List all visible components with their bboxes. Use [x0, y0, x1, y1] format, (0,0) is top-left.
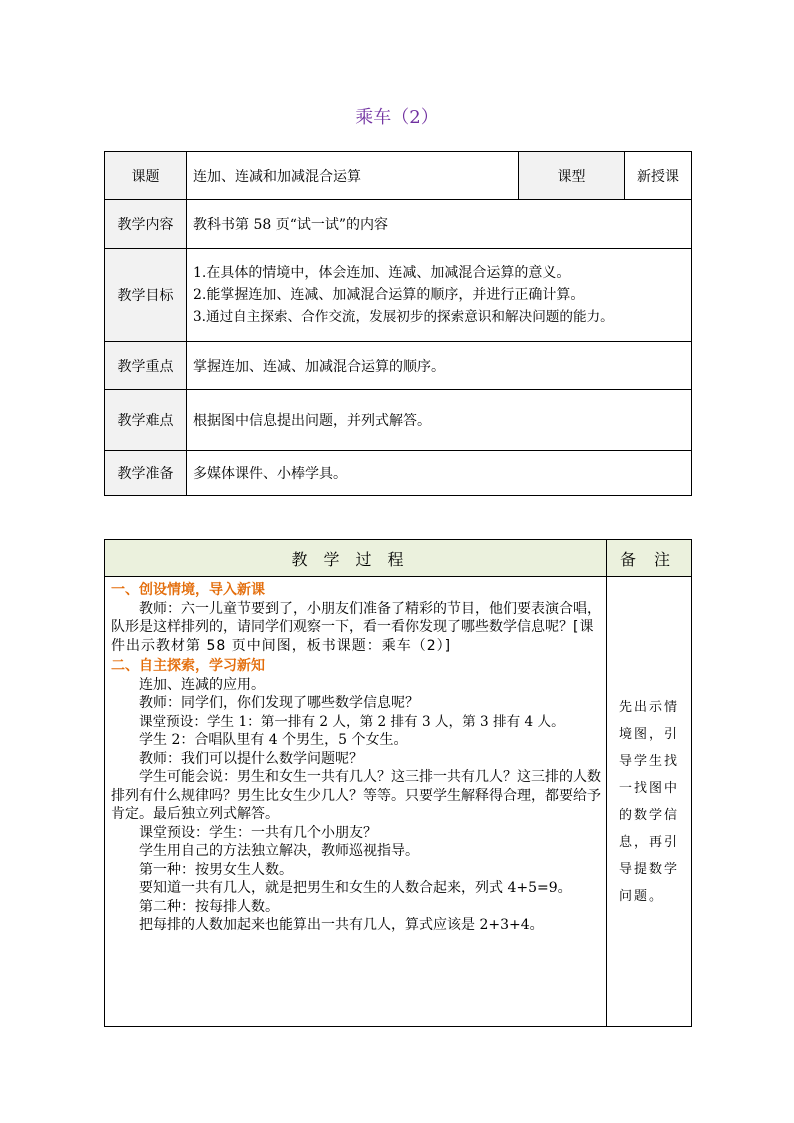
prep-label: 教学准备	[105, 451, 187, 496]
paragraph: 学生用自己的方法独立解决，教师巡视指导。	[139, 843, 419, 859]
process-body-row	[105, 577, 692, 1027]
difficulty-label: 教学难点	[105, 390, 187, 451]
type-label: 课型	[519, 152, 625, 200]
content-row	[105, 200, 692, 249]
paragraph: 课堂预设：学生：一共有几个小朋友？	[139, 824, 377, 841]
content-value: 教科书第 58 页“试一试”的内容	[187, 200, 692, 249]
prep-row	[105, 451, 692, 496]
content-label: 教学内容	[105, 200, 187, 249]
process-header-row	[105, 540, 692, 577]
goals-list	[187, 249, 692, 342]
goals-row	[105, 249, 692, 342]
page-title: 乘车（2）	[355, 107, 439, 128]
process-content	[105, 577, 607, 1027]
goal-item: 2.能掌握连加、连减、加减混合运算的顺序，并进行正确计算。	[193, 287, 585, 303]
paragraph: 学生可能会说：男生和女生一共有几人？这三排一共有几人？这三排的人数排列有什么规律吗？男生比女生少几人？等等。只要学生解释得合理，都要给予肯定。最后独立列式解答。	[111, 769, 601, 822]
paragraph: 连加、连减的应用。	[139, 676, 265, 693]
section-title: 一、创设情境，导入新课	[111, 582, 265, 598]
type-value: 新授课	[625, 152, 692, 200]
key-point-value: 掌握连加、连减、加减混合运算的顺序。	[187, 342, 692, 390]
goals-label: 教学目标	[105, 249, 187, 342]
section-title: 二、自主探索，学习新知	[111, 658, 265, 674]
process-header: 教学过程	[105, 540, 607, 577]
paragraph: 课堂预设：学生 1：第一排有 2 人，第 2 排有 3 人，第 3 排有 4 人。	[139, 713, 565, 730]
paragraph: 把每排的人数加起来也能算出一共有几人，算式应该是 2+3+4。	[139, 917, 544, 933]
paragraph: 第二种：按每排人数。	[139, 898, 279, 915]
paragraph: 要知道一共有几人，就是把男生和女生的人数合起来，列式 4+5=9。	[139, 880, 572, 896]
note-header: 备注	[607, 540, 692, 577]
topic-label: 课题	[105, 152, 187, 200]
teaching-process-table	[104, 539, 692, 1027]
paragraph: 第一种：按男女生人数。	[139, 861, 293, 878]
key-point-row	[105, 342, 692, 390]
goal-item: 3.通过自主探索、合作交流，发展初步的探索意识和解决问题的能力。	[193, 309, 614, 325]
topic-value: 连加、连减和加减混合运算	[187, 152, 519, 200]
paragraph: 教师：同学们，你们发现了哪些数学信息呢？	[139, 695, 419, 711]
key-point-label: 教学重点	[105, 342, 187, 390]
teaching-note: 先出示情境图，引导学生找一找图中的数学信息，再引导提数学问题。	[607, 577, 692, 1027]
paragraph: 教师：我们可以提什么数学问题呢？	[139, 750, 363, 767]
difficulty-row	[105, 390, 692, 451]
paragraph	[111, 600, 602, 656]
lesson-info-table	[104, 151, 692, 496]
paragraph: 学生 2：合唱队里有 4 个男生，5 个女生。	[139, 732, 408, 748]
goal-item: 1.在具体的情境中，体会连加、连减、加减混合运算的意义。	[193, 265, 571, 281]
intro-text: 教师：六一儿童节要到了，小朋友们准备了精彩的节目，他们要表演合唱，队形是这样排列的，请同学们观察一下，看一看你发现了哪些数学信息呢？	[111, 600, 601, 635]
difficulty-value: 根据图中信息提出问题，并列式解答。	[187, 390, 692, 451]
topic-row	[105, 152, 692, 200]
prep-value: 多媒体课件、小棒学具。	[187, 451, 692, 496]
courseware-note: [课件出示教材第 58 页中间图，板书课题：乘车（2）]	[111, 619, 595, 654]
